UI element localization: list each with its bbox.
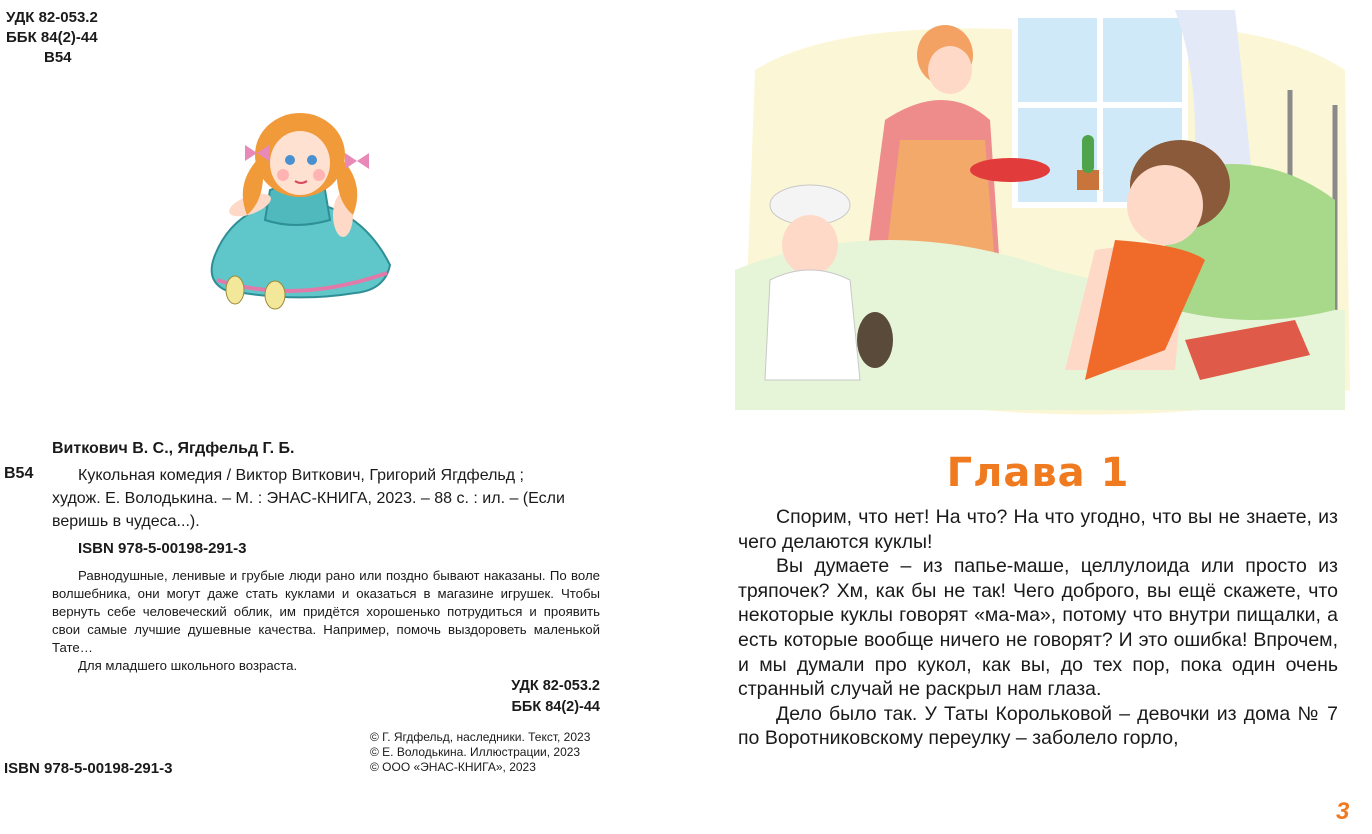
copyright-line: © Г. Ягдфельд, наследники. Текст, 2023: [370, 730, 591, 744]
chapter-illustration: [735, 10, 1365, 420]
isbn: ISBN 978-5-00198-291-3: [78, 540, 247, 557]
story-paragraph: Дело было так. У Таты Корольковой – девочки из дома № 7 по Воротниковскому переулку – заболело горло,: [738, 702, 1338, 750]
index-mark: В54: [4, 465, 34, 482]
page-number: 3: [1336, 798, 1350, 825]
udk-line: УДК 82-053.2: [511, 678, 600, 694]
biblio-line: веришь в чудеса...).: [52, 513, 200, 530]
bbk-line: ББК 84(2)-44: [6, 29, 98, 46]
story-paragraph: Вы думаете – из папье-маше, целлулоида или просто из тряпочек? Хм, как бы не так! Чего доброго, вы ещё скажете, что некоторые куклы говорят «ма-ма», потому что внутри пищалки, а есть которые вообще ничего не говорят? И это ошибка! Впрочем, и мы думали про кукол, как вы, до тех пор, пока один очень странный случай не раскрыл нам глаза.: [738, 555, 1338, 701]
chapter-title: Глава 1: [946, 450, 1130, 496]
author-heading: Виткович В. С., Ягдфельд Г. Б.: [52, 440, 295, 457]
annotation-block: [52, 567, 600, 675]
story-text: [738, 505, 1338, 751]
udk-bbk-top: [6, 8, 98, 68]
author-mark: В54: [44, 49, 72, 66]
udk-bbk-right: [440, 676, 600, 718]
age-note: Для младшего школьного возраста.: [78, 658, 298, 673]
story-paragraph: Спорим, что нет! На что? На что угодно, что вы не знаете, из чего делаются куклы!: [738, 506, 1338, 553]
bbk-line: ББК 84(2)-44: [511, 699, 600, 715]
udk-line: УДК 82-053.2: [6, 9, 98, 26]
biblio-line: худож. Е. Володькина. – М. : ЭНАС-КНИГА, 2023. – 88 с. : ил. – (Если: [52, 490, 565, 507]
isbn-bottom: ISBN 978-5-00198-291-3: [4, 760, 173, 777]
copyright-block: [370, 730, 590, 775]
bibliographic-description: [52, 464, 600, 533]
doll-illustration: [195, 105, 400, 315]
copyright-line: © Е. Володькина. Иллюстрации, 2023: [370, 745, 581, 759]
copyright-line: © ООО «ЭНАС-КНИГА», 2023: [370, 760, 536, 774]
annotation-text: Равнодушные, ленивые и грубые люди рано или поздно бывают наказаны. По воле волшебника, они могут даже стать куклами и оказаться в магазине игрушек. Чтобы вернуть себе человеческий облик, им придётся хорошенько потрудиться и проявить свои самые лучшие душевные качества. Например, помочь выздороветь маленькой Тате…: [52, 568, 600, 655]
biblio-line: Кукольная комедия / Виктор Виткович, Григорий Ягдфельд ;: [78, 467, 524, 484]
